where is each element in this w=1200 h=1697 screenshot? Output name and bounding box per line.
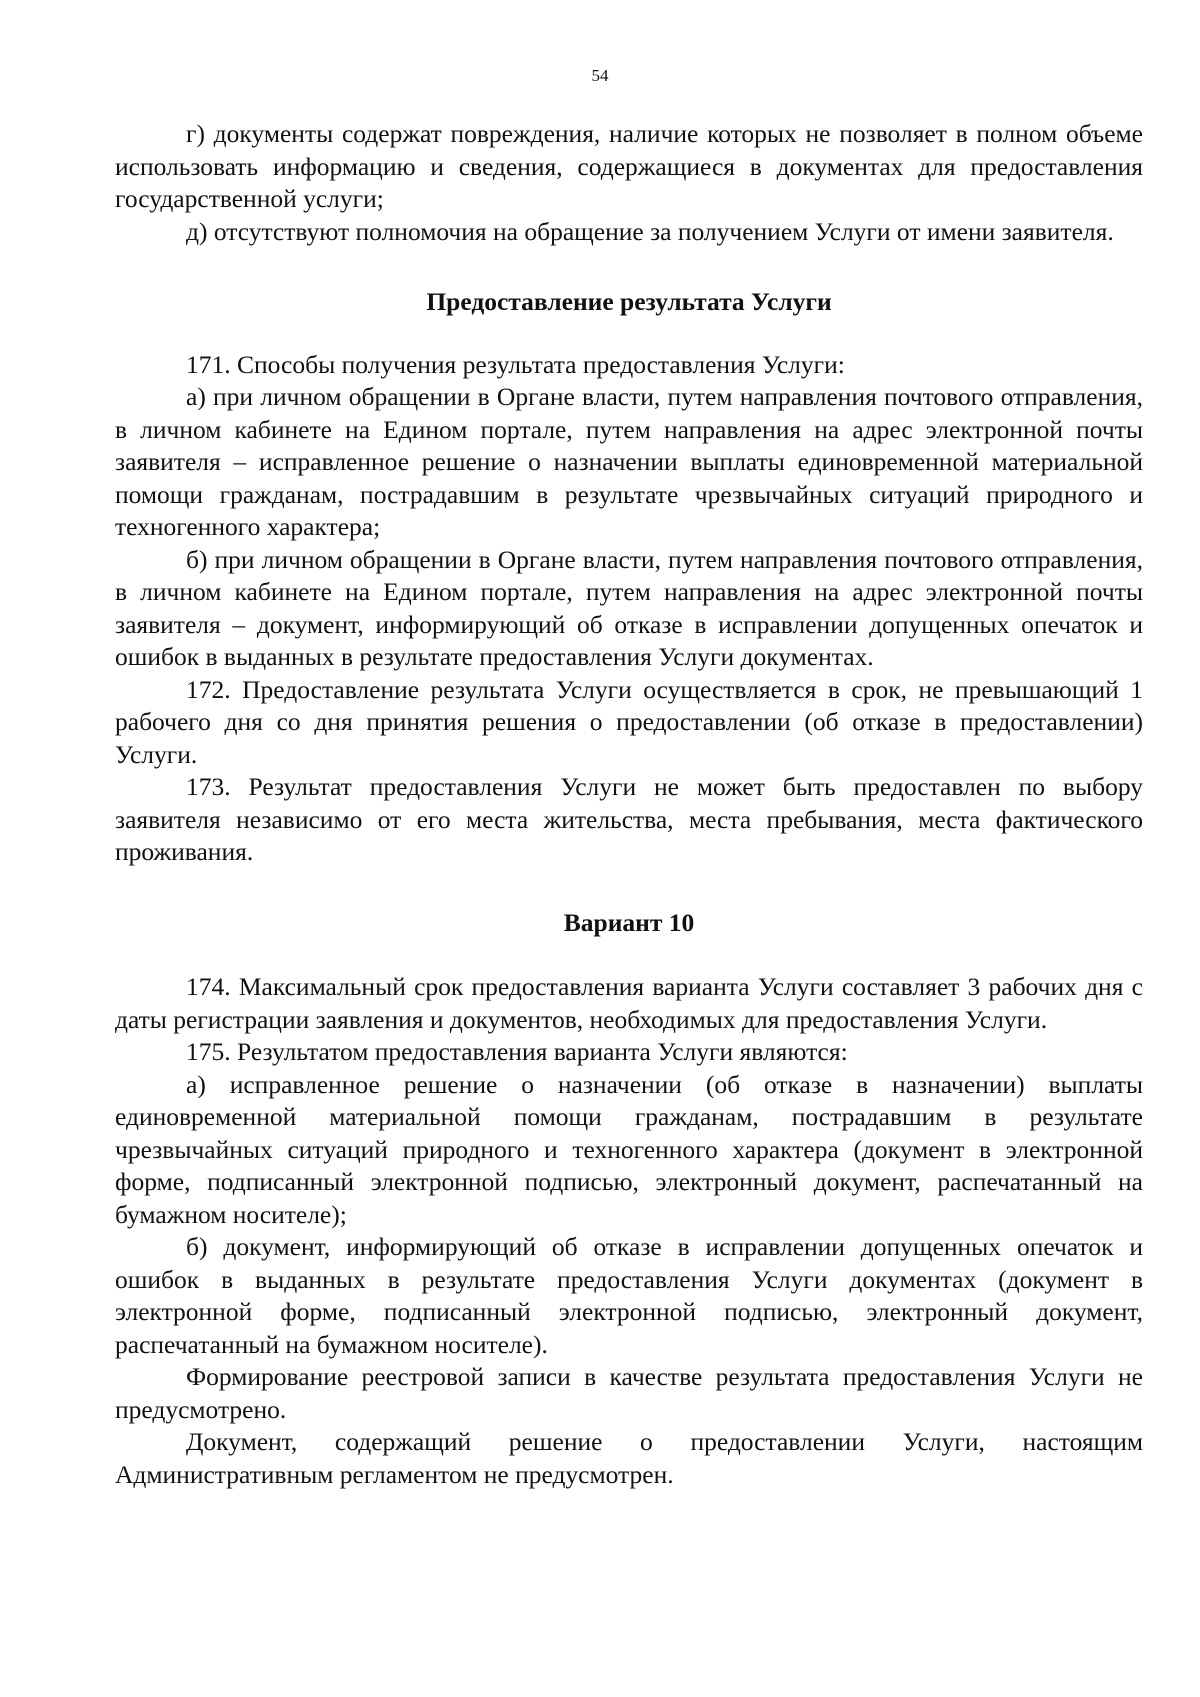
paragraph-decision-document: Документ, содержащий решение о предоставлении Услуги, настоящим Административным регламентом не предусмотрен. [115, 1427, 1143, 1489]
paragraph-item-g: г) документы содержат повреждения, наличие которых не позволяет в полном объеме использовать информацию и сведения, содержащиеся в документах для предоставления государственной услуги; [115, 119, 1143, 213]
paragraph-171: 171. Способы получения результата предоставления Услуги: [186, 349, 845, 379]
paragraph-175-b: б) документ, информирующий об отказе в исправлении допущенных опечаток и ошибок в выданных в результате предоставления Услуги документах (документ в электронной форме, подписанный электронной подписью, электронный документ, распечатанный на бумажном носителе). [115, 1232, 1143, 1359]
paragraph-175-a: а) исправленное решение о назначении (об отказе в назначении) выплаты единовременной материальной помощи гражданам, пострадавшим в результате чрезвычайных ситуаций природного и техногенного характера (документ в электронной форме, подписанный электронной подписью, электронный документ, распечатанный на бумажном носителе); [115, 1069, 1143, 1229]
paragraph-172: 172. Предоставление результата Услуги осуществляется в срок, не превышающий 1 рабочего дня со дня принятия решения о предоставлении (об отказе в предоставлении) Услуги. [115, 674, 1143, 769]
document-body [115, 118, 1143, 1491]
paragraph-171-b: б) при личном обращении в Органе власти, путем направления почтового отправления, в личном кабинете на Едином портале, путем направления на адрес электронной почты заявителя – документ, информирующий об отказе в исправлении допущенных опечаток и ошибок в выданных в результате предоставления Услуги документах. [115, 544, 1143, 671]
section-heading-variant-10: Вариант 10 [563, 907, 695, 937]
section-heading-result: Предоставление результата Услуги [426, 287, 832, 316]
paragraph-item-d: д) отсутствуют полномочия на обращение за получением Услуги от имени заявителя. [186, 216, 1114, 246]
paragraph-173: 173. Результат предоставления Услуги не может быть предоставлен по выбору заявителя независимо от его места жительства, места пребывания, места фактического проживания. [115, 772, 1143, 866]
paragraph-175: 175. Результатом предоставления варианта Услуги являются: [186, 1037, 848, 1066]
paragraph-171-a: а) при личном обращении в Органе власти, путем направления почтового отправления, в личном кабинете на Едином портале, путем направления на адрес электронной почты заявителя – исправленное решение о назначении выплаты единовременной материальной помощи гражданам, пострадавшим в результате чрезвычайных ситуаций природного и техногенного характера; [115, 382, 1143, 541]
page-number: 54 [591, 66, 609, 85]
paragraph-174: 174. Максимальный срок предоставления варианта Услуги составляет 3 рабочих дня с даты регистрации заявления и документов, необходимых для предоставления Услуги. [115, 972, 1143, 1034]
paragraph-registry-record: Формирование реестровой записи в качестве результата предоставления Услуги не предусмотрено. [115, 1362, 1143, 1424]
